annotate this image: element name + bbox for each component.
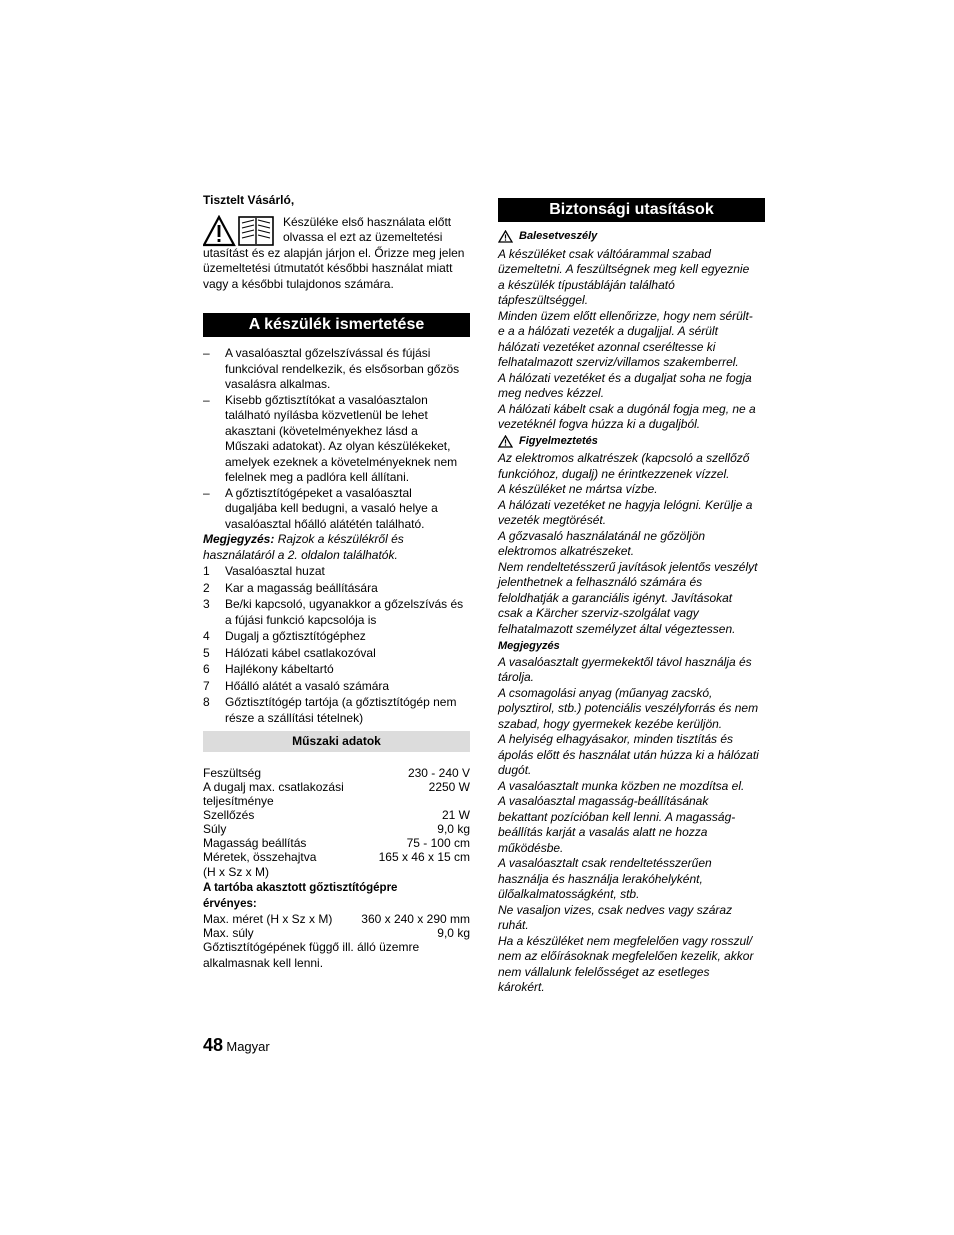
intro-line: Készüléke első használata előtt <box>283 214 452 229</box>
list-item: 6 Hajlékony kábeltartó <box>203 662 334 676</box>
note-block <box>203 532 470 563</box>
list-item: 8 Gőztisztítógép tartója (a gőztisztítógép nem része a szállítási tételnek) <box>203 695 457 725</box>
right-column <box>498 198 765 996</box>
note-text: használatáról a 2. oldalon találhatók. <box>203 547 398 562</box>
warning-label: Figyelmeztetés <box>519 434 598 447</box>
note-label: Megjegyzés: <box>203 532 275 546</box>
table-row: Feszültség 230 - 240 V <box>203 766 470 780</box>
list-item: – Kisebb gőztisztítókat a vasalóasztalon található nyílásba közvetlenül be lehet akasztani (követelményekhez lásd a Műszaki adatokat). Az olyan készülékeket, amelyek ezeknek a követelményeknek nem felelnek meg a padlóra kell állítani. <box>203 392 458 484</box>
section-title-description: A készülék ismertetése <box>203 313 470 337</box>
greeting: Tisztelt Vásárló, <box>203 193 295 207</box>
intro-block <box>203 215 470 293</box>
danger-text: A készüléket csak váltóárammal szabad üzemeltetni. A feszültségnek meg kell egyeznie a készülék típustábláján található tápfeszültséggel. Minden üzem előtt ellenőrizze, hogy nem sérült- e a a hálózati vezeték a dugaljjal. A sérült hálózati vezetéket azonnal cseréltesse ki felhatalmazott szerviz/villamos szakemberrel. A hálózati vezetéket és a dugaljat soha ne fogja meg nedves kézzel. A hálózati kábelt csak a dugónál fogja meg, ne a vezetéknél fogva húzza ki a dugaljból. <box>498 246 756 431</box>
section-title-safety: Biztonsági utasítások <box>498 198 765 222</box>
list-item: 5 Hálózati kábel csatlakozóval <box>203 645 376 660</box>
danger-label: Balesetveszély <box>519 230 598 242</box>
list-item: – A gőztisztítógépeket a vasalóasztal dugaljába kell bedugni, a vasaló helye a vasalóasztal hőálló alátétén található. <box>203 485 438 531</box>
list-item: 3 Be/ki kapcsoló, ugyanakkor a gőzelszívás és a fújási funkció kapcsolója is <box>203 597 464 627</box>
note-text: Rajzok a készülékről és <box>274 532 404 546</box>
tech-data-table <box>203 766 470 880</box>
table-row: Súly 9,0 kg <box>203 822 470 836</box>
hook-title: A tartóba akasztott gőztisztítógépre érvényes: <box>203 882 398 910</box>
warning-triangle-icon <box>498 435 513 448</box>
list-item: 1 Vasalóasztal huzat <box>203 564 325 578</box>
page-number: 48 <box>203 1035 224 1055</box>
intro-line: olvassa el ezt az üzemeltetési <box>283 230 443 244</box>
list-item: 4 Dugalj a gőztisztítógéphez <box>203 629 366 643</box>
table-row: Méretek, összehajtva (H x Sz x M) 165 x 46 x 15 cm <box>203 850 470 879</box>
numbered-list <box>203 564 470 726</box>
list-item: – A vasalóasztal gőzelszívással és fújási funkcióval rendelkezik, és elsősorban gőzös vasalásra alkalmas. <box>203 346 460 391</box>
intro-line: üzemeltetési útmutatót későbbi használat miatt <box>203 261 453 275</box>
table-row: Szellőzés 21 W <box>203 808 470 822</box>
tech-data-title: Műszaki adatok <box>203 731 470 752</box>
page-footer <box>203 1035 270 1056</box>
table-row: Magasság beállítás 75 - 100 cm <box>203 836 470 850</box>
hook-table <box>203 912 470 940</box>
note-heading: Megjegyzés <box>498 640 560 652</box>
note-text: A vasalóasztalt gyermekektől távol használja és tárolja. A csomagolási anyag (műanyag zacskó, polysztirol, stb.) potenciális veszélyforrás és nem szabad, hogy gyermekek kezébe kerüljön. A helyiség elhagyásakor, minden tisztítás és ápolás előtt és használat után húzza ki a hálózati dugót. A vasalóasztalt munka közben ne mozdítsa el. A vasalóasztal magasság-beállításának bekattant pozícióban kell lenni. A magasság- beállítás karját a vasalás alatt ne hozza működésbe. A vasalóasztalt csak rendeltetésszerűen használja és használja lerakóhelyként, ülőalkalmatosságként, stb. Ne vasaljon vizes, csak nedves vagy száraz ruhát. Ha a készüléket nem megfelelően vagy rosszul/ nem az előírásoknak megfelelően kezelik, akkor nem vállalunk felelősséget az esetleges károkért. <box>498 654 759 994</box>
danger-heading <box>498 229 765 245</box>
intro-line: utasítást és ez alapján járjon el. Őrizze meg jelen <box>203 245 465 260</box>
left-column <box>203 193 470 971</box>
hook-note: Gőztisztítógépének függő ill. álló üzemre alkalmasnak kell lenni. <box>203 940 420 970</box>
language-label: Magyar <box>226 1039 270 1054</box>
table-row: Max. méret (H x Sz x M) 360 x 240 x 290 mm <box>203 912 470 926</box>
warning-manual-icon <box>203 215 275 247</box>
table-row: A dugalj max. csatlakozási teljesítménye 2250 W <box>203 780 470 808</box>
list-item: 2 Kar a magasság beállítására <box>203 580 378 595</box>
intro-line: vagy a későbbi tulajdonos számára. <box>203 276 394 291</box>
warning-triangle-icon <box>498 230 513 243</box>
warning-text: Az elektromos alkatrészek (kapcsoló a szellőző funkcióhoz, dugalj) ne érintkezzenek vízzel. A készüléket ne mártsa vízbe. A hálózati vezetéket ne hagyja lelógni. Kerülje a vezeték megtörését. A gőzvasaló használatánál ne gőzöljön elektromos alkatrészeket. Nem rendeltetésszerű javítások jelentős veszélyt jelenthetnek a felhasználó számára és feloldhatják a garanciális igényt. Javításokat csak a Kärcher szerviz-szolgálat vagy felhatalmazott személyzet által végeztessen. <box>498 451 758 636</box>
dash-list <box>203 346 470 532</box>
table-row: Max. súly 9,0 kg <box>203 926 470 940</box>
list-item: 7 Hőálló alátét a vasaló számára <box>203 678 390 693</box>
warning-heading <box>498 434 765 450</box>
